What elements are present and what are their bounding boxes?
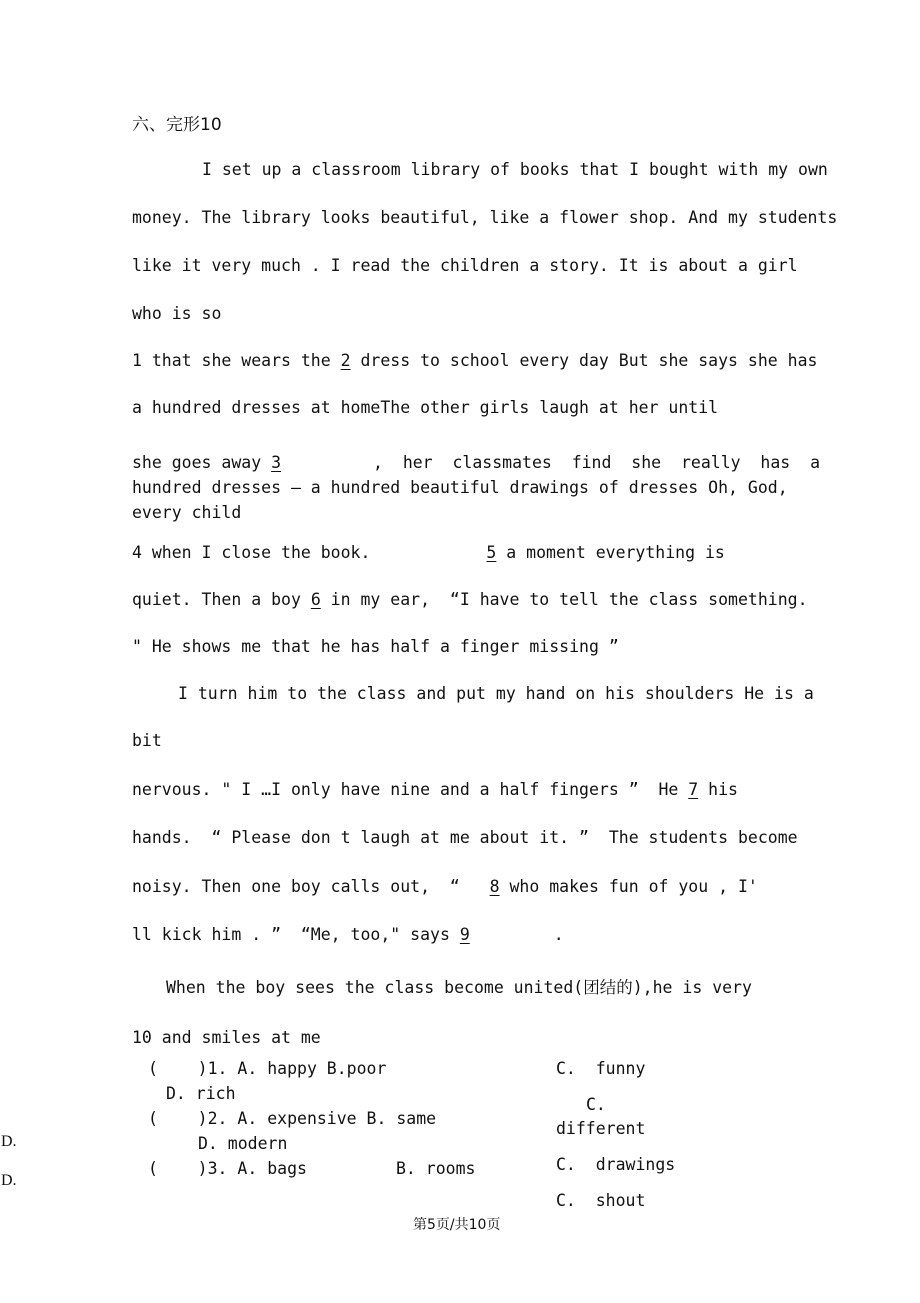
margin-option-d: D.: [1, 1172, 17, 1189]
passage-line: 10 and smiles at me: [132, 1028, 321, 1047]
question-1-option-c: C. funny: [556, 1059, 646, 1078]
question-1-option-d: D. rich: [166, 1084, 236, 1103]
blank-2: 2: [340, 351, 351, 370]
passage-line: every child: [132, 503, 242, 522]
passage-line: ll kick him . ” “Me, too," says 9 .: [132, 925, 564, 944]
passage-line: hundred dresses — a hundred beautiful drawings of dresses Oh, God,: [132, 478, 788, 497]
blank-7: 7: [688, 780, 699, 799]
passage-line: like it very much . I read the children a story. It is about a girl: [132, 256, 798, 275]
margin-option-d: D.: [1, 1133, 17, 1150]
passage-line: When the boy sees the class become united(团结的),he is very: [166, 978, 752, 997]
question-1-options-left: ( )1. A. happy B.poor: [148, 1059, 387, 1078]
question-2-option-c-text: different: [556, 1119, 646, 1138]
blank-6: 6: [310, 590, 321, 609]
blank-8: 8: [489, 877, 500, 896]
question-2-option-c-letter: C.: [586, 1095, 606, 1114]
passage-line: who is so: [132, 304, 222, 323]
passage-line: a hundred dresses at homeThe other girls laugh at her until: [132, 398, 719, 417]
passage-line: nervous. " I …I only have nine and a half fingers ” He 7 his: [132, 780, 738, 799]
blank-5: 5: [486, 543, 497, 562]
blank-3: 3: [271, 453, 282, 472]
passage-line: 4 when I close the book. 5 a moment everything is: [132, 543, 725, 562]
passage-line: I set up a classroom library of books that I bought with my own: [202, 160, 828, 179]
section-title: 六、完形10: [132, 115, 222, 135]
passage-line: money. The library looks beautiful, like a flower shop. And my students: [132, 208, 838, 227]
question-3-options-left: ( )3. A. bags: [148, 1159, 307, 1178]
question-2-options-left: ( )2. A. expensive B. same: [148, 1109, 437, 1128]
page-footer: 第5页/共10页: [413, 1217, 501, 1233]
passage-line: she goes away 3 , her classmates find she really has a: [132, 453, 821, 472]
passage-line: 1 that she wears the 2 dress to school every day But she says she has: [132, 351, 818, 370]
passage-line: I turn him to the class and put my hand on his shoulders He is a: [178, 684, 814, 703]
question-4-option-c: C. shout: [556, 1191, 646, 1210]
blank-9: 9: [459, 925, 470, 944]
passage-line: noisy. Then one boy calls out, “ 8 who makes fun of you , I': [132, 877, 758, 896]
question-3-option-b: B. rooms: [396, 1159, 476, 1178]
question-3-option-c: C. drawings: [556, 1155, 676, 1174]
passage-line: " He shows me that he has half a finger missing ”: [132, 637, 619, 656]
passage-line: hands. “ Please don t laugh at me about it. ” The students become: [132, 828, 798, 847]
question-2-option-d: D. modern: [198, 1134, 288, 1153]
passage-line: bit: [132, 731, 162, 750]
passage-line: quiet. Then a boy 6 in my ear, “I have to tell the class something.: [132, 590, 808, 609]
